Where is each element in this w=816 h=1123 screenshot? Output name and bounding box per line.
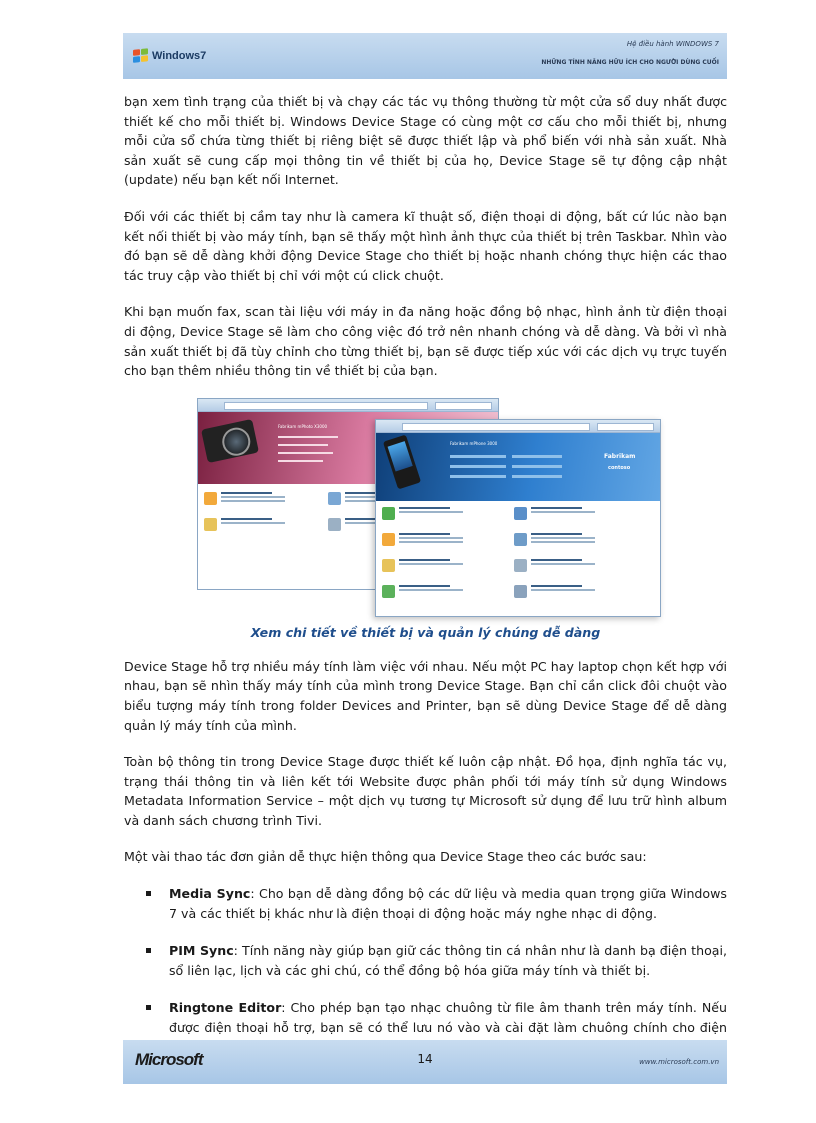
paragraph: Một vài thao tác đơn giản dễ thực hiện thông qua Device Stage theo các bước sau: [124, 849, 647, 865]
phone-icon [383, 434, 421, 489]
back-window-device-title: Fabrikam mPhoto X3000 [278, 423, 328, 429]
bullet-icon [146, 1005, 151, 1010]
fabrikam-brand: Fabrikam [604, 452, 636, 460]
windows7-logo-text: Windows7 [152, 50, 207, 62]
feature-text: : Cho bạn dễ dàng đồng bộ các dữ liệu và media quan trọng giữa Windows 7 và các thiết bị khác như là điện thoại di động hoặc máy nghe nhạc di động. [169, 886, 727, 921]
page-number: 14 [417, 1052, 433, 1066]
front-window-device-title: Fabrikam mPhone 3000 [450, 440, 498, 446]
task-item[interactable] [382, 585, 463, 598]
figure-caption: Xem chi tiết về thiết bị và quản lý chúng dễ dàng [250, 624, 601, 640]
list-item [124, 884, 727, 923]
task-item[interactable] [514, 559, 595, 572]
feature-text: : Tính năng này giúp bạn giữ các thông tin cá nhân như là danh bạ điện thoại, sổ liên lạc, lịch và các ghi chú, có thể đồng bộ hóa giữa máy tính và thiết bị. [169, 943, 727, 978]
back-window-titlebar [198, 399, 498, 412]
page-header [123, 33, 727, 79]
front-window [375, 419, 661, 617]
paragraph: Đối với các thiết bị cầm tay như là camera kĩ thuật số, điện thoại di động, bất cứ lúc nào bạn kết nối thiết bị vào máy tính, bạn sẽ thấy một hình ảnh thực của thiết bị trên Taskbar. Nhìn vào đó bạn sẽ dễ dàng khởi động Device Stage cho thiết bị hoặc nhanh chóng thực hiện các thao tác truy cập vào thiết bị chỉ với một cú click chuột. [124, 208, 727, 283]
task-item[interactable] [382, 533, 463, 546]
header-title: Hệ điều hành WINDOWS 7 [626, 40, 719, 48]
windows7-logo [133, 49, 206, 63]
microsoft-logo: Microsoft [135, 1050, 203, 1069]
task-item[interactable] [382, 507, 463, 520]
feature-term: PIM Sync [169, 943, 234, 959]
feature-text: : Cho phép bạn tạo nhạc chuông từ file âm thanh trên máy tính. Nếu được điện thoại hỗ trợ, bạn sẽ có thể lưu nó vào và cài đặt làm chuông chính cho điện [169, 1000, 727, 1036]
bullet-icon [146, 948, 151, 953]
task-item[interactable] [204, 518, 285, 531]
front-window-tasks [376, 501, 660, 616]
feature-list [124, 884, 727, 1057]
task-item[interactable] [514, 507, 595, 520]
camera-icon [201, 419, 259, 463]
paragraph: bạn xem tình trạng của thiết bị và chạy các tác vụ thông thường từ một cửa sổ duy nhất được thiết kế cho mỗi thiết bị. Windows Device Stage có cùng một cơ cấu cho mỗi thiết bị, nhưng mỗi cửa sổ chứa từng thiết bị riêng biệt sẽ được thiết lập và phổ biến với nhà sản xuất. Nhà sản xuất sẽ cung cấp mọi thông tin về thiết bị của họ, Device Stage sẽ tự động cập nhật (update) nếu bạn kết nối Internet. [124, 94, 727, 188]
device-stage-screenshot [197, 398, 659, 615]
list-item [124, 941, 727, 980]
task-item[interactable] [514, 585, 595, 598]
page-content [124, 92, 727, 1075]
front-window-titlebar [376, 420, 660, 433]
feature-term: Media Sync [169, 886, 251, 902]
task-item[interactable] [204, 492, 285, 505]
paragraph: Toàn bộ thông tin trong Device Stage được thiết kế luôn cập nhật. Đồ họa, định nghĩa tác vụ, trạng thái thông tin và liên kết tới Website được phân phối tới máy tính sử dụng Windows Metadata Information Service – một dịch vụ tương tự Microsoft sử dụng để lưu trữ hình album và danh sách chương trình Tivi. [124, 754, 727, 828]
page-footer [123, 1040, 727, 1084]
windows-flag-icon [133, 48, 149, 64]
bullet-icon [146, 891, 151, 896]
paragraph: Device Stage hỗ trợ nhiều máy tính làm việc với nhau. Nếu một PC hay laptop chọn kết hợp với nhau, bạn sẽ nhìn thấy máy tính của mình trong Device Stage. Bạn chỉ cần click đôi chuột vào biểu tượng máy tính trong folder Devices and Printer, bạn sẽ dùng Device Stage để dễ dàng quản lý máy tính của mình. [124, 658, 727, 733]
header-subtitle: NHỮNG TÍNH NĂNG HỮU ÍCH CHO NGƯỜI DÙNG CUỐI [541, 59, 719, 66]
front-window-banner [376, 433, 660, 501]
feature-term: Ringtone Editor [169, 1000, 282, 1016]
website-link[interactable]: www.microsoft.com.vn [639, 1058, 719, 1066]
paragraph: Khi bạn muốn fax, scan tài liệu với máy in đa năng hoặc đồng bộ nhạc, hình ảnh từ điện thoại di động, Device Stage sẽ làm cho công việc đó trở nên nhanh chóng và dễ dàng. Và bởi vì nhà sản xuất thiết bị đã tùy chỉnh cho từng thiết bị, bạn sẽ được tiếp xúc với các dịch vụ trực tuyến cho bạn thêm nhiều thông tin về thiết bị của bạn. [124, 304, 727, 379]
contoso-brand: contoso [608, 464, 631, 471]
task-item[interactable] [382, 559, 463, 572]
task-item[interactable] [514, 533, 595, 546]
